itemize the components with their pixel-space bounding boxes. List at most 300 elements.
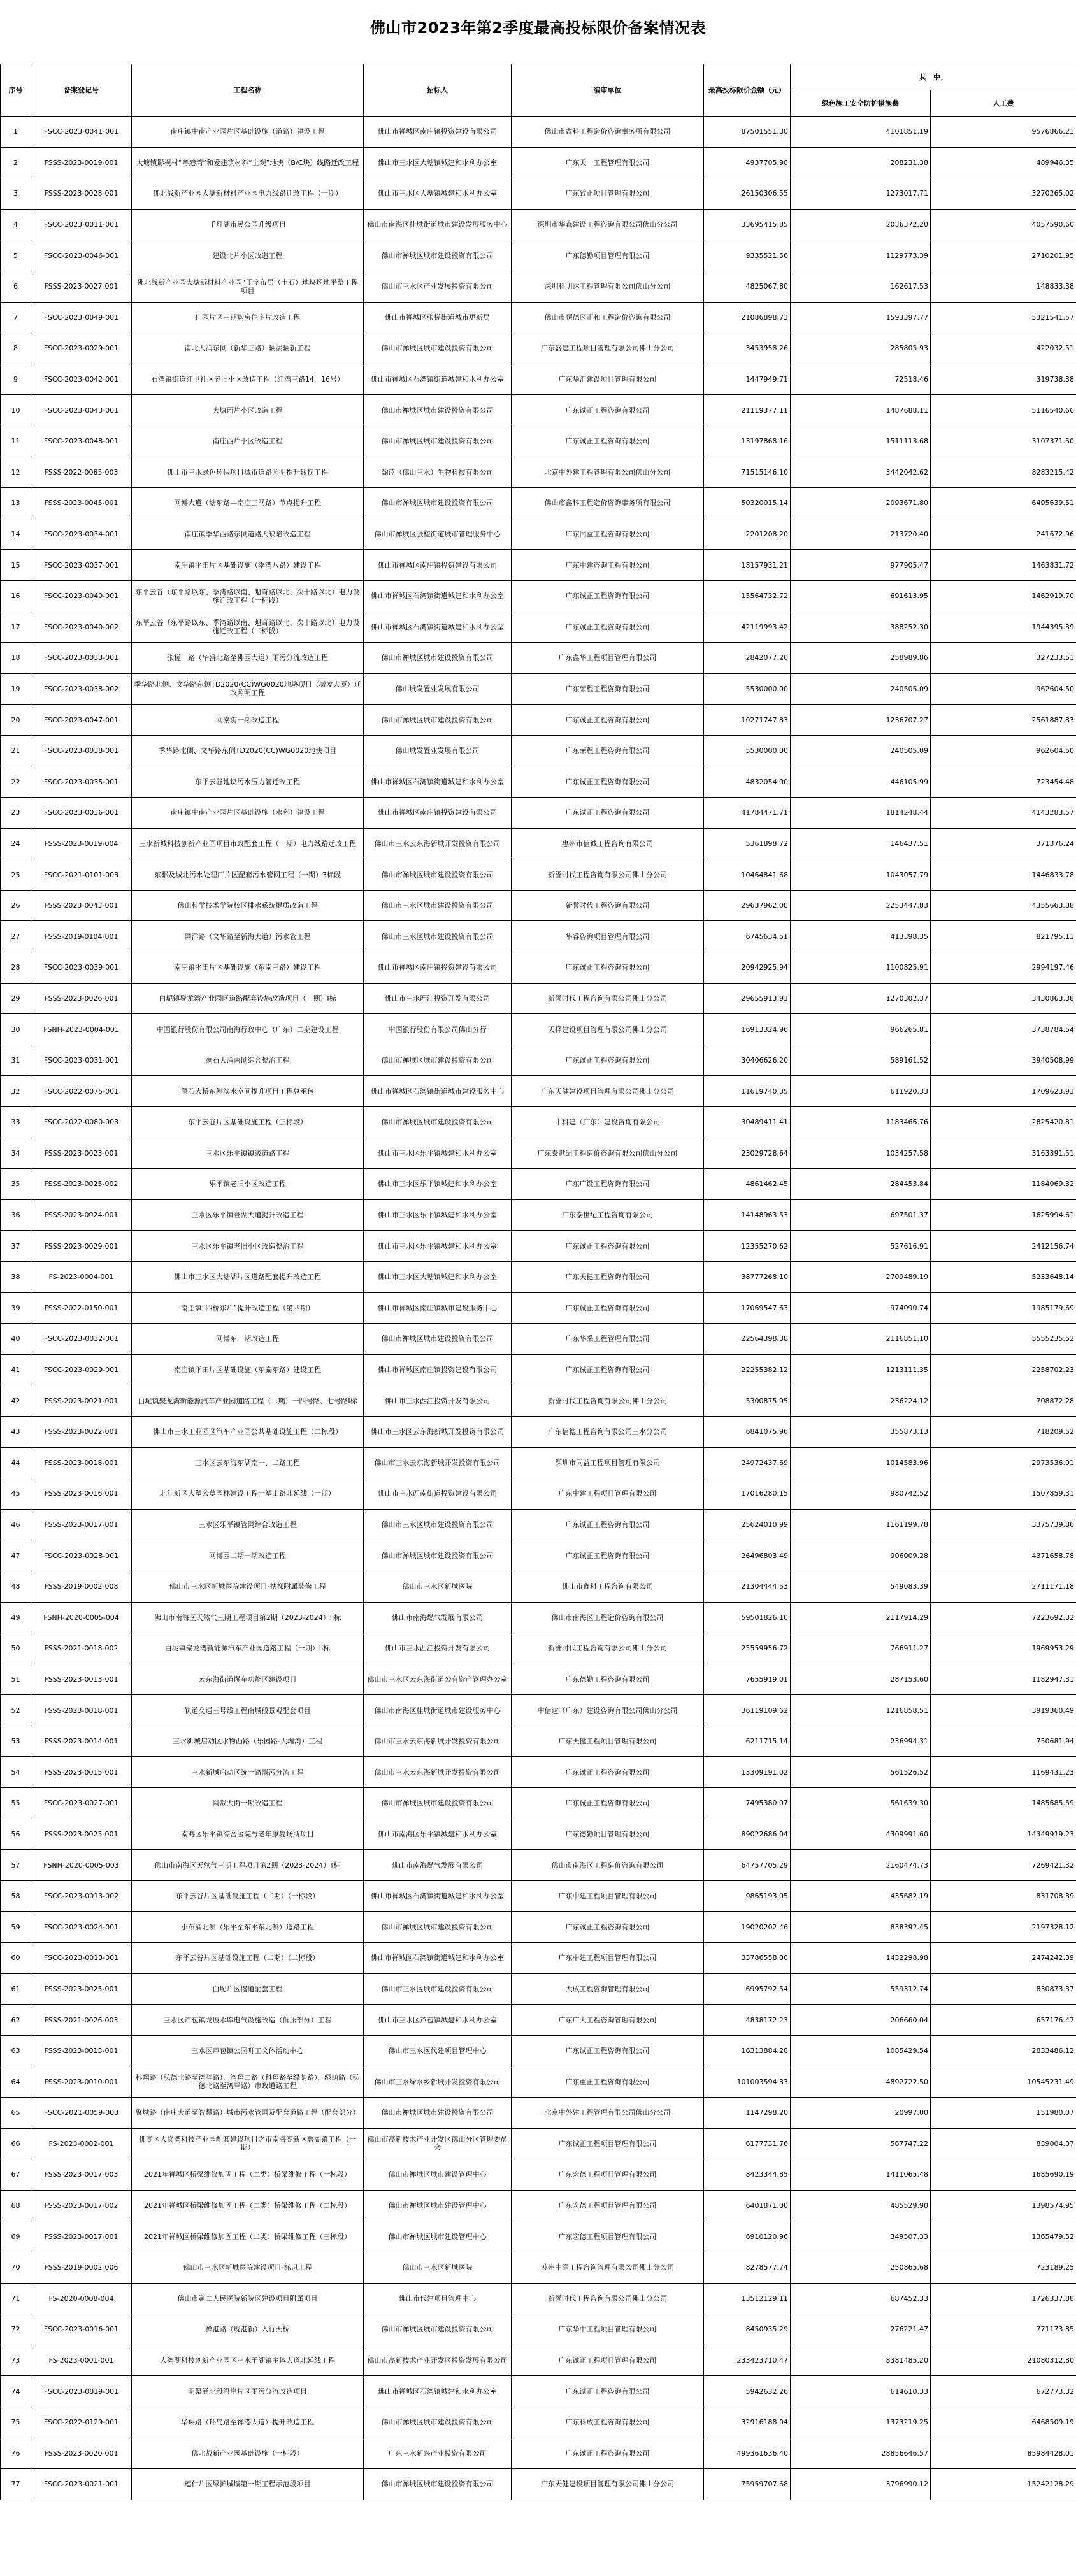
cell-compiler: 北京中外建工程管理有限公司佛山分公司 — [512, 457, 704, 488]
cell-max-price: 8450935.29 — [704, 2314, 791, 2345]
table-row — [1, 1045, 1076, 1076]
cell-compiler: 广东天一工程管理有限公司 — [512, 147, 704, 178]
cell-compiler: 佛山市南海区工程造价咨询有限公司 — [512, 1850, 704, 1881]
cell-labor-fee: 962604.50 — [931, 735, 1076, 766]
cell-compiler: 广东诚正工程咨询有限公司 — [512, 580, 704, 612]
cell-green-fee: 980742.52 — [791, 1478, 931, 1510]
cell-labor-fee: 672773.32 — [931, 2376, 1076, 2407]
cell-project: 华翔路（环岛路至禅港大道）提升改造工程 — [132, 2407, 364, 2438]
cell-labor-fee: 1446833.78 — [931, 859, 1076, 891]
cell-project: 佛山市三水工业园区汽车产业园公共基础设施工程（二标段） — [132, 1416, 364, 1447]
cell-project: 南庄镇季华西路东侧道路大缺陷改造工程 — [132, 519, 364, 550]
cell-seq: 53 — [1, 1726, 31, 1757]
cell-project: 三水区乐平镇老旧小区改造整治工程 — [132, 1231, 364, 1262]
table-row — [1, 1695, 1076, 1726]
cell-tenderer: 佛山市三水区大塘镇城建和水利办公室 — [364, 178, 512, 210]
cell-labor-fee: 1463831.72 — [931, 550, 1076, 581]
cell-tenderer: 佛山市禅城区城市建设投资有限公司 — [364, 1788, 512, 1819]
cell-project: 网洋路（文华路至新海大道）污水管工程 — [132, 921, 364, 952]
cell-project: 千灯湖市民公园升级项目 — [132, 209, 364, 240]
cell-compiler: 广东诚正工程咨询有限公司 — [512, 1509, 704, 1540]
cell-record-no: FS-2020-0008-004 — [31, 2283, 132, 2314]
header-compiler: 编审单位 — [512, 64, 704, 117]
cell-green-fee: 1183466.76 — [791, 1107, 931, 1138]
cell-max-price: 1447949.71 — [704, 364, 791, 395]
cell-max-price: 6745634.51 — [704, 921, 791, 952]
cell-record-no: FSCC-2023-0048-001 — [31, 426, 132, 457]
cell-labor-fee: 4355663.88 — [931, 890, 1076, 921]
cell-seq: 1 — [1, 117, 31, 148]
cell-compiler: 广东诚正工程咨询有限公司 — [512, 705, 704, 736]
cell-green-fee: 1511113.68 — [791, 426, 931, 457]
cell-project: 佛山市南海区天然气三期工程项目第2期（2023-2024）ⅠⅠ标 — [132, 1602, 364, 1633]
cell-compiler: 广东诚正工程咨询有限公司 — [512, 426, 704, 457]
cell-green-fee: 567747.22 — [791, 2128, 931, 2159]
table-row — [1, 2190, 1076, 2221]
table-row — [1, 271, 1076, 302]
cell-max-price: 4825067.80 — [704, 271, 791, 302]
cell-labor-fee: 3270265.02 — [931, 178, 1076, 210]
cell-tenderer: 佛山市禅城区石湾镇街道城建和水利办公室 — [364, 580, 512, 612]
cell-compiler: 广东科成工程咨询有限公司 — [512, 2407, 704, 2438]
cell-seq: 57 — [1, 1850, 31, 1881]
cell-max-price: 21304444.53 — [704, 1571, 791, 1602]
cell-max-price: 13197868.16 — [704, 426, 791, 457]
cell-project: 南庄镇平田片区基础设施（季湾八路）建设工程 — [132, 550, 364, 581]
cell-compiler: 佛山市南海区工程造价咨询有限公司 — [512, 1602, 704, 1633]
cell-record-no: FS-2023-0001-001 — [31, 2345, 132, 2376]
cell-tenderer: 佛山市禅城区城市建设投资有限公司 — [364, 240, 512, 271]
cell-seq: 33 — [1, 1107, 31, 1138]
cell-record-no: FSSS-2023-0027-001 — [31, 271, 132, 302]
filing-table — [0, 64, 1076, 2500]
cell-seq: 74 — [1, 2376, 31, 2407]
cell-max-price: 8278577.74 — [704, 2252, 791, 2283]
cell-labor-fee: 1507859.31 — [931, 1478, 1076, 1510]
cell-max-price: 30489411.41 — [704, 1107, 791, 1138]
cell-record-no: FSCC-2023-0024-001 — [31, 1912, 132, 1943]
cell-green-fee: 2160474.73 — [791, 1850, 931, 1881]
cell-green-fee: 1216858.51 — [791, 1695, 931, 1726]
table-row — [1, 1169, 1076, 1200]
cell-seq: 24 — [1, 828, 31, 859]
cell-project: 东平云谷（东平路以东、季湾路以南、魁奇路以北、次十路以北）电力设施迁改工程（二标段） — [132, 612, 364, 643]
cell-seq: 60 — [1, 1943, 31, 1974]
cell-green-fee: 285805.93 — [791, 333, 931, 364]
cell-project: 乐平镇老旧小区改造工程 — [132, 1169, 364, 1200]
cell-max-price: 59501826.10 — [704, 1602, 791, 1633]
cell-compiler: 佛山市顺德区正和工程造价咨询有限公司 — [512, 302, 704, 333]
cell-seq: 29 — [1, 983, 31, 1014]
cell-record-no: FSCC-2023-0013-002 — [31, 1880, 132, 1912]
cell-project: 东平云谷（东平路以东、季湾路以南、魁奇路以北、次十路以北）电力设施迁改工程（一标段） — [132, 580, 364, 612]
cell-seq: 4 — [1, 209, 31, 240]
cell-tenderer: 佛山市禅城区南庄镇投资建设有限公司 — [364, 550, 512, 581]
cell-compiler: 惠州市信诚工程咨询有限公司 — [512, 828, 704, 859]
cell-seq: 27 — [1, 921, 31, 952]
cell-record-no: FSCC-2023-0029-001 — [31, 333, 132, 364]
cell-labor-fee: 3738784.54 — [931, 1014, 1076, 1045]
table-row — [1, 612, 1076, 643]
cell-green-fee: 236224.12 — [791, 1385, 931, 1417]
cell-max-price: 4937705.98 — [704, 147, 791, 178]
cell-project: 东鄱及城北污水处理厂片区配套污水管网工程（一期）3标段 — [132, 859, 364, 891]
table-row — [1, 302, 1076, 333]
cell-tenderer: 佛山市禅城区张槎街道城市管理服务中心 — [364, 519, 512, 550]
cell-record-no: FSSS-2023-0020-001 — [31, 2438, 132, 2469]
table-row — [1, 1014, 1076, 1045]
cell-max-price: 7495380.07 — [704, 1788, 791, 1819]
table-row — [1, 1354, 1076, 1385]
cell-green-fee: 2709489.19 — [791, 1261, 931, 1292]
cell-seq: 39 — [1, 1292, 31, 1324]
cell-seq: 13 — [1, 488, 31, 519]
cell-seq: 40 — [1, 1324, 31, 1355]
table-row — [1, 1231, 1076, 1262]
cell-tenderer: 佛山市三水云东海新城开发投资有限公司 — [364, 1447, 512, 1478]
cell-labor-fee: 4057590.60 — [931, 209, 1076, 240]
cell-compiler: 广东天健工程项目管理有限公司 — [512, 1726, 704, 1757]
cell-record-no: FSCC-2023-0033-001 — [31, 643, 132, 674]
cell-project: 白坭镇聚龙湾产业园区道路配套设施改造项目（一期）Ⅰ标 — [132, 983, 364, 1014]
cell-max-price: 5300875.95 — [704, 1385, 791, 1417]
cell-seq: 41 — [1, 1354, 31, 1385]
cell-green-fee: 1085429.54 — [791, 2035, 931, 2066]
cell-compiler: 新誉时代工程咨询有限公司 — [512, 890, 704, 921]
cell-compiler: 广东宏德工程项目管理有限公司 — [512, 2190, 704, 2221]
cell-max-price: 87501551.30 — [704, 117, 791, 148]
cell-record-no: FSCC-2021-0059-003 — [31, 2098, 132, 2129]
cell-labor-fee: 839004.07 — [931, 2128, 1076, 2159]
cell-labor-fee: 723454.48 — [931, 766, 1076, 798]
cell-green-fee: 355873.13 — [791, 1416, 931, 1447]
cell-max-price: 5942632.26 — [704, 2376, 791, 2407]
cell-record-no: FSCC-2023-0039-001 — [31, 952, 132, 984]
cell-tenderer: 佛山市禅城区城市建设投资有限公司 — [364, 333, 512, 364]
header-seq: 序号 — [1, 64, 31, 117]
cell-max-price: 13512129.11 — [704, 2283, 791, 2314]
cell-green-fee: 1014583.96 — [791, 1447, 931, 1478]
cell-max-price: 2201208.20 — [704, 519, 791, 550]
cell-labor-fee: 2973536.01 — [931, 1447, 1076, 1478]
cell-max-price: 42119993.42 — [704, 612, 791, 643]
cell-labor-fee: 2258702.23 — [931, 1354, 1076, 1385]
cell-green-fee: 2036372.20 — [791, 209, 931, 240]
table-row — [1, 364, 1076, 395]
cell-project: 南庄镇“四桥东片”提升改造工程（第四期） — [132, 1292, 364, 1324]
cell-seq: 71 — [1, 2283, 31, 2314]
cell-labor-fee: 4371658.78 — [931, 1540, 1076, 1571]
cell-compiler: 佛山市鑫科工程造价咨询事务所有限公司 — [512, 488, 704, 519]
cell-seq: 67 — [1, 2159, 31, 2191]
cell-record-no: FSSS-2023-0018-001 — [31, 1695, 132, 1726]
cell-project: 佛高区大岗湾科技产业园配套建设项目之市南海高新区碧湖镇工程（一期） — [132, 2128, 364, 2159]
cell-record-no: FSSS-2023-0015-001 — [31, 1757, 132, 1788]
cell-labor-fee: 1365479.52 — [931, 2221, 1076, 2252]
cell-tenderer: 佛山市禅城区石湾镇城建和水利办公室 — [364, 2376, 512, 2407]
cell-compiler: 广东诚正工程咨询有限公司 — [512, 766, 704, 798]
cell-compiler: 广东信德工程咨询有限公司三水分公司 — [512, 1416, 704, 1447]
cell-record-no: FSCC-2023-0034-001 — [31, 519, 132, 550]
cell-project: 大湾湖科技创新产业园区三水干湖镇主体大道北延线工程 — [132, 2345, 364, 2376]
cell-project: 建设北片小区改造工程 — [132, 240, 364, 271]
cell-seq: 49 — [1, 1602, 31, 1633]
cell-record-no: FSSS-2022-0085-003 — [31, 457, 132, 488]
table-row — [1, 1416, 1076, 1447]
cell-green-fee: 485529.90 — [791, 2190, 931, 2221]
cell-record-no: FSCC-2023-0038-001 — [31, 735, 132, 766]
cell-record-no: FSSS-2023-0025-002 — [31, 1169, 132, 1200]
cell-green-fee: 974090.74 — [791, 1292, 931, 1324]
cell-labor-fee: 830873.37 — [931, 1973, 1076, 2005]
table-row — [1, 1880, 1076, 1912]
table-row — [1, 735, 1076, 766]
cell-green-fee: 1273017.71 — [791, 178, 931, 210]
cell-seq: 65 — [1, 2098, 31, 2129]
cell-project: 三水区芦苞镇龙坡水库电气设施改造（低压部分）工程 — [132, 2005, 364, 2036]
cell-tenderer: 佛山市禅城区石湾镇街道城建和水利办公室 — [364, 1943, 512, 1974]
cell-tenderer: 佛山市三水区城市建设投资有限公司 — [364, 1973, 512, 2005]
cell-seq: 6 — [1, 271, 31, 302]
cell-compiler: 新誉时代工程咨询有限公司佛山分公司 — [512, 983, 704, 1014]
cell-tenderer: 佛山市三水区芦苞镇城建和水利办公室 — [364, 2005, 512, 2036]
cell-compiler: 广东宏德工程项目管理有限公司 — [512, 2221, 704, 2252]
table-row — [1, 519, 1076, 550]
cell-seq: 30 — [1, 1014, 31, 1045]
cell-seq: 72 — [1, 2314, 31, 2345]
cell-green-fee: 1432298.98 — [791, 1943, 931, 1974]
cell-compiler: 广东诚正工程咨询有限公司 — [512, 1231, 704, 1262]
cell-green-fee: 2093671.80 — [791, 488, 931, 519]
cell-record-no: FSSS-2023-0013-001 — [31, 2035, 132, 2066]
cell-tenderer: 佛山市三水区乐平镇城建和水利办公室 — [364, 1169, 512, 1200]
cell-record-no: FSCC-2022-0129-001 — [31, 2407, 132, 2438]
table-row — [1, 117, 1076, 148]
cell-tenderer: 佛山市禅城区城市建设投资有限公司 — [364, 2314, 512, 2345]
table-row — [1, 457, 1076, 488]
cell-max-price: 233423710.47 — [704, 2345, 791, 2376]
cell-green-fee: 966265.81 — [791, 1014, 931, 1045]
cell-labor-fee: 1169431.23 — [931, 1757, 1076, 1788]
cell-max-price: 6177731.76 — [704, 2128, 791, 2159]
table-row — [1, 1540, 1076, 1571]
cell-tenderer: 佛山市禅城区石湾镇街道城市建设服务中心 — [364, 1076, 512, 1107]
cell-green-fee: 3796990.12 — [791, 2469, 931, 2500]
cell-compiler: 广东致正项目管理有限公司 — [512, 178, 704, 210]
cell-max-price: 30406626.20 — [704, 1045, 791, 1076]
cell-project: 大塘镇影视村“粤港湾”和爱建筑材料“上观”地块（B/C块）线路迁改工程 — [132, 147, 364, 178]
cell-green-fee: 162617.53 — [791, 271, 931, 302]
cell-record-no: FSSS-2023-0017-001 — [31, 1509, 132, 1540]
header-tenderer: 招标人 — [364, 64, 512, 117]
cell-project: 石湾镇街道红卫社区老旧小区改造工程（红湾三路14、16号） — [132, 364, 364, 395]
cell-seq: 62 — [1, 2005, 31, 2036]
cell-project: 季华路北侧、文华路东侧TD2020(CC)WG0020地块项目 — [132, 735, 364, 766]
table-row — [1, 426, 1076, 457]
cell-record-no: FSCC-2023-0031-001 — [31, 1045, 132, 1076]
cell-max-price: 2842077.20 — [704, 643, 791, 674]
cell-seq: 11 — [1, 426, 31, 457]
table-row — [1, 2098, 1076, 2129]
cell-seq: 35 — [1, 1169, 31, 1200]
cell-record-no: FSCC-2023-0019-001 — [31, 2376, 132, 2407]
cell-tenderer: 佛山市三水区城市建设投资有限公司 — [364, 890, 512, 921]
table-row — [1, 1943, 1076, 1974]
cell-project: 佛山市三水区新城医院建设项目-标识工程 — [132, 2252, 364, 2283]
cell-green-fee: 838392.45 — [791, 1912, 931, 1943]
cell-project: 南庄镇中南产业园片区基础设施（水利）建设工程 — [132, 798, 364, 829]
cell-compiler: 深圳市同益工程项目管理有限公司 — [512, 1447, 704, 1478]
cell-seq: 5 — [1, 240, 31, 271]
cell-record-no: FSSS-2021-0018-002 — [31, 1633, 132, 1664]
cell-tenderer: 佛山市禅城区城市建设投资有限公司 — [364, 1045, 512, 1076]
cell-tenderer: 佛山市禅城区南庄镇投资建设有限公司 — [364, 798, 512, 829]
cell-seq: 54 — [1, 1757, 31, 1788]
cell-labor-fee: 15242128.29 — [931, 2469, 1076, 2500]
table-row — [1, 1664, 1076, 1695]
cell-tenderer: 佛山市南海区乐平镇城建和水利办公室 — [364, 1819, 512, 1850]
cell-labor-fee: 2561887.83 — [931, 705, 1076, 736]
cell-tenderer: 佛山市代建项目管理中心 — [364, 2283, 512, 2314]
cell-record-no: FSSS-2023-0010-001 — [31, 2066, 132, 2098]
cell-seq: 61 — [1, 1973, 31, 2005]
cell-tenderer: 佛山市三水绿水乡新城开发投资有限公司 — [364, 2066, 512, 2098]
cell-max-price: 64757705.29 — [704, 1850, 791, 1881]
cell-seq: 26 — [1, 890, 31, 921]
cell-max-price: 11619740.35 — [704, 1076, 791, 1107]
cell-tenderer: 佛山市三水云东海新城开发投资有限公司 — [364, 1757, 512, 1788]
cell-record-no: FSSS-2023-0025-001 — [31, 1973, 132, 2005]
table-row — [1, 890, 1076, 921]
cell-labor-fee: 2474242.39 — [931, 1943, 1076, 1974]
cell-green-fee: 413398.35 — [791, 921, 931, 952]
cell-tenderer: 佛山市三水区乐平镇城建和水利办公室 — [364, 1138, 512, 1169]
cell-tenderer: 佛山市禅城区城市建设管理中心 — [364, 2159, 512, 2191]
cell-compiler: 广东泰世纪工程咨询有限公司 — [512, 1199, 704, 1231]
cell-compiler: 广东荣程工程咨询有限公司 — [512, 735, 704, 766]
cell-project: 三水新城科技创新产业园项目市政配套工程（一期）电力线路迁改工程 — [132, 828, 364, 859]
cell-record-no: FSCC-2023-0011-001 — [31, 209, 132, 240]
cell-project: 网泰街一期改造工程 — [132, 705, 364, 736]
cell-project: 佛北战新产业园大塘新材料产业园“王字布局”（土石）地块场地平整工程项目 — [132, 271, 364, 302]
cell-compiler: 广东德勤项目管理有限公司 — [512, 240, 704, 271]
cell-labor-fee: 3940508.99 — [931, 1045, 1076, 1076]
cell-labor-fee: 4143283.57 — [931, 798, 1076, 829]
cell-seq: 16 — [1, 580, 31, 612]
cell-compiler: 北京中外建工程管理有限公司佛山分公司 — [512, 2098, 704, 2129]
cell-max-price: 15564732.72 — [704, 580, 791, 612]
cell-record-no: FS-2023-0002-001 — [31, 2128, 132, 2159]
table-row — [1, 1788, 1076, 1819]
cell-tenderer: 佛山市三水区大塘镇城建和水利办公室 — [364, 147, 512, 178]
table-row — [1, 798, 1076, 829]
cell-green-fee: 28856646.57 — [791, 2438, 931, 2469]
cell-compiler: 广东天健建设项目管理有限公司佛山分公司 — [512, 1076, 704, 1107]
cell-project: 禅港路（现港新）入行天桥 — [132, 2314, 364, 2345]
cell-seq: 77 — [1, 2469, 31, 2500]
cell-project: 三水区乐平镇镇级道路工程 — [132, 1138, 364, 1169]
cell-record-no: FSCC-2023-0032-001 — [31, 1324, 132, 1355]
cell-green-fee: 349507.33 — [791, 2221, 931, 2252]
cell-record-no: FSSS-2023-0025-001 — [31, 1819, 132, 1850]
cell-compiler: 广东诚正工程咨询有限公司 — [512, 1045, 704, 1076]
table-row — [1, 2221, 1076, 2252]
cell-max-price: 75959707.68 — [704, 2469, 791, 2500]
cell-labor-fee: 489946.35 — [931, 147, 1076, 178]
cell-green-fee: 691613.95 — [791, 580, 931, 612]
cell-project: 佛山科学技术学院校区排水系统提质改造工程 — [132, 890, 364, 921]
table-row — [1, 1478, 1076, 1510]
cell-green-fee: 549083.39 — [791, 1571, 931, 1602]
cell-seq: 44 — [1, 1447, 31, 1478]
cell-compiler: 广东诚正工程咨询有限公司 — [512, 1788, 704, 1819]
cell-max-price: 4832054.00 — [704, 766, 791, 798]
cell-record-no: FSCC-2023-0040-001 — [31, 580, 132, 612]
cell-compiler: 深圳科明达工程管理有限公司佛山分公司 — [512, 271, 704, 302]
cell-labor-fee: 1709623.93 — [931, 1076, 1076, 1107]
cell-max-price: 16913324.96 — [704, 1014, 791, 1045]
cell-labor-fee: 1182947.31 — [931, 1664, 1076, 1695]
cell-green-fee: 208231.38 — [791, 147, 931, 178]
cell-labor-fee: 2197328.12 — [931, 1912, 1076, 1943]
cell-labor-fee: 723189.25 — [931, 2252, 1076, 2283]
cell-tenderer: 佛山市三水区城市建设投资有限公司 — [364, 1509, 512, 1540]
cell-compiler: 广东盛建工程项目管理有限公司佛山分公司 — [512, 333, 704, 364]
cell-labor-fee: 241672.96 — [931, 519, 1076, 550]
cell-labor-fee: 371376.24 — [931, 828, 1076, 859]
table-row — [1, 1571, 1076, 1602]
table-row — [1, 2283, 1076, 2314]
cell-max-price: 21086898.73 — [704, 302, 791, 333]
cell-project: 北江新区大塑公墓园林建设工程一塑山路北延线（一期） — [132, 1478, 364, 1510]
cell-seq: 48 — [1, 1571, 31, 1602]
cell-record-no: FSCC-2023-0049-001 — [31, 302, 132, 333]
cell-compiler: 广东德勤项目管理有限公司 — [512, 1819, 704, 1850]
cell-labor-fee: 151980.07 — [931, 2098, 1076, 2129]
cell-max-price: 32916188.04 — [704, 2407, 791, 2438]
cell-green-fee: 240505.09 — [791, 673, 931, 705]
cell-labor-fee: 1485685.59 — [931, 1788, 1076, 1819]
cell-record-no: FSNH-2020-0005-003 — [31, 1850, 132, 1881]
cell-record-no: FSCC-2023-0038-002 — [31, 673, 132, 705]
cell-project: 南庄西片小区改造工程 — [132, 426, 364, 457]
table-row — [1, 1447, 1076, 1478]
table-body — [1, 117, 1076, 2500]
table-row — [1, 2407, 1076, 2438]
cell-project: 东平云谷片区基础设施工程（二期）（二标段） — [132, 1943, 364, 1974]
cell-tenderer: 佛山市禅城区城市建设投资有限公司 — [364, 426, 512, 457]
table-row — [1, 1324, 1076, 1355]
table-row — [1, 1076, 1076, 1107]
cell-record-no: FSCC-2023-0047-001 — [31, 705, 132, 736]
cell-tenderer: 佛山市禅城区城市建设投资有限公司 — [364, 1107, 512, 1138]
cell-record-no: FSSS-2023-0024-001 — [31, 1199, 132, 1231]
table-row — [1, 2438, 1076, 2469]
cell-record-no: FSSS-2021-0026-003 — [31, 2005, 132, 2036]
cell-record-no: FSCC-2023-0043-001 — [31, 395, 132, 426]
cell-record-no: FSSS-2019-0002-006 — [31, 2252, 132, 2283]
cell-tenderer: 佛山市三水区乐平镇城建和水利办公室 — [364, 1231, 512, 1262]
cell-labor-fee: 1726337.88 — [931, 2283, 1076, 2314]
cell-labor-fee: 3163391.51 — [931, 1138, 1076, 1169]
cell-record-no: FSSS-2023-0017-002 — [31, 2190, 132, 2221]
cell-tenderer: 佛山市禅城区石湾镇街道城建和水利办公室 — [364, 364, 512, 395]
cell-max-price: 6995792.54 — [704, 1973, 791, 2005]
cell-project: 南北大涌东侧（新华三路）翻漏翻新工程 — [132, 333, 364, 364]
cell-compiler: 广东诚正工程咨询有限公司 — [512, 612, 704, 643]
cell-seq: 31 — [1, 1045, 31, 1076]
cell-tenderer: 佛山市禅城区南庄镇投资建设有限公司 — [364, 117, 512, 148]
